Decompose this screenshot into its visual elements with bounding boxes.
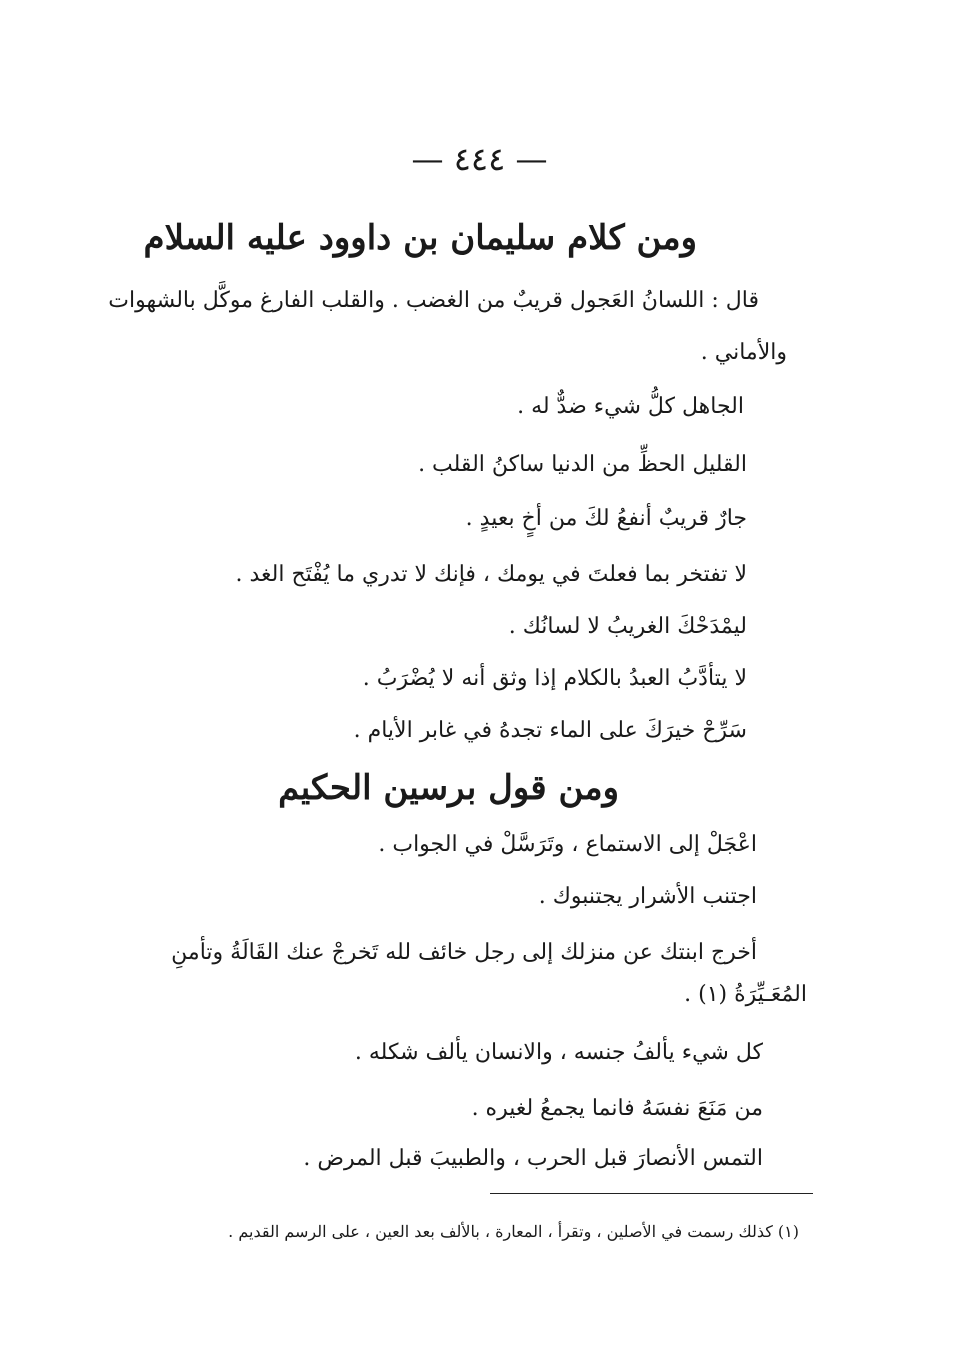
section-heading-barsin: ومن قول برسين الحكيم: [278, 768, 619, 808]
saying-line: المُعَـيِّرَةُ (١) .: [684, 982, 807, 1007]
intro-line: والأماني .: [700, 340, 787, 365]
footnote: (١) كذلك رسمت في الأصلين ، وتقرأ ، المعارة ، بالألف بعد العين ، على الرسم القديم .: [228, 1222, 799, 1241]
intro-line: قال : اللسانُ العَجول قريبٌ من الغضب . والقلب الفارغ موكَّل بالشهوات: [108, 288, 759, 313]
saying-line: ليمْدَحْكَ الغريبُ لا لسانُك .: [508, 614, 747, 639]
page-number: — ٤٤٤ —: [411, 140, 548, 178]
saying-line: الجاهل كلُّ شيء ضدٌّ له .: [517, 394, 744, 419]
saying-line: القليل الحظِّ من الدنيا ساكنُ القلب .: [418, 452, 747, 477]
saying-line: اجتنب الأشرار يجتنبوك .: [538, 884, 757, 909]
saying-line: لا يتأدَّبُ العبدُ بالكلام إذا وثق أنه لا يُضْرَبُ .: [362, 666, 747, 691]
saying-line: جارٌ قريبٌ أنفعُ لكَ من أخٍ بعيدٍ .: [465, 506, 747, 531]
saying-line: كل شيء يألفُ جنسه ، والانسان يألف شكله .: [354, 1040, 763, 1065]
saying-line: اعْجَلْ إلى الاستماع ، وتَرَسَّلْ في الجواب .: [378, 832, 757, 857]
saying-line: سَرِّحْ خيرَكَ على الماء تجدهُ في غابر الأيام .: [353, 718, 747, 743]
saying-line: أخرج ابنتك عن منزلك إلى رجل خائف لله تَخرجْ عنك القَالَةُ وتأمنِ: [171, 940, 757, 965]
footnote-divider: [490, 1193, 813, 1194]
section-heading-sulayman: ومن كلام سليمان بن داوود عليه السلام: [143, 218, 697, 258]
saying-line: التمس الأنصارَ قبل الحرب ، والطبيبَ قبل المرض .: [303, 1146, 763, 1171]
saying-line: لا تفتخر بما فعلتَ في يومك ، فإنك لا تدري ما يُفْتَح الغد .: [235, 562, 747, 587]
saying-line: من مَنَعَ نفسَهُ فانما يجمعُ لغيره .: [471, 1096, 763, 1121]
